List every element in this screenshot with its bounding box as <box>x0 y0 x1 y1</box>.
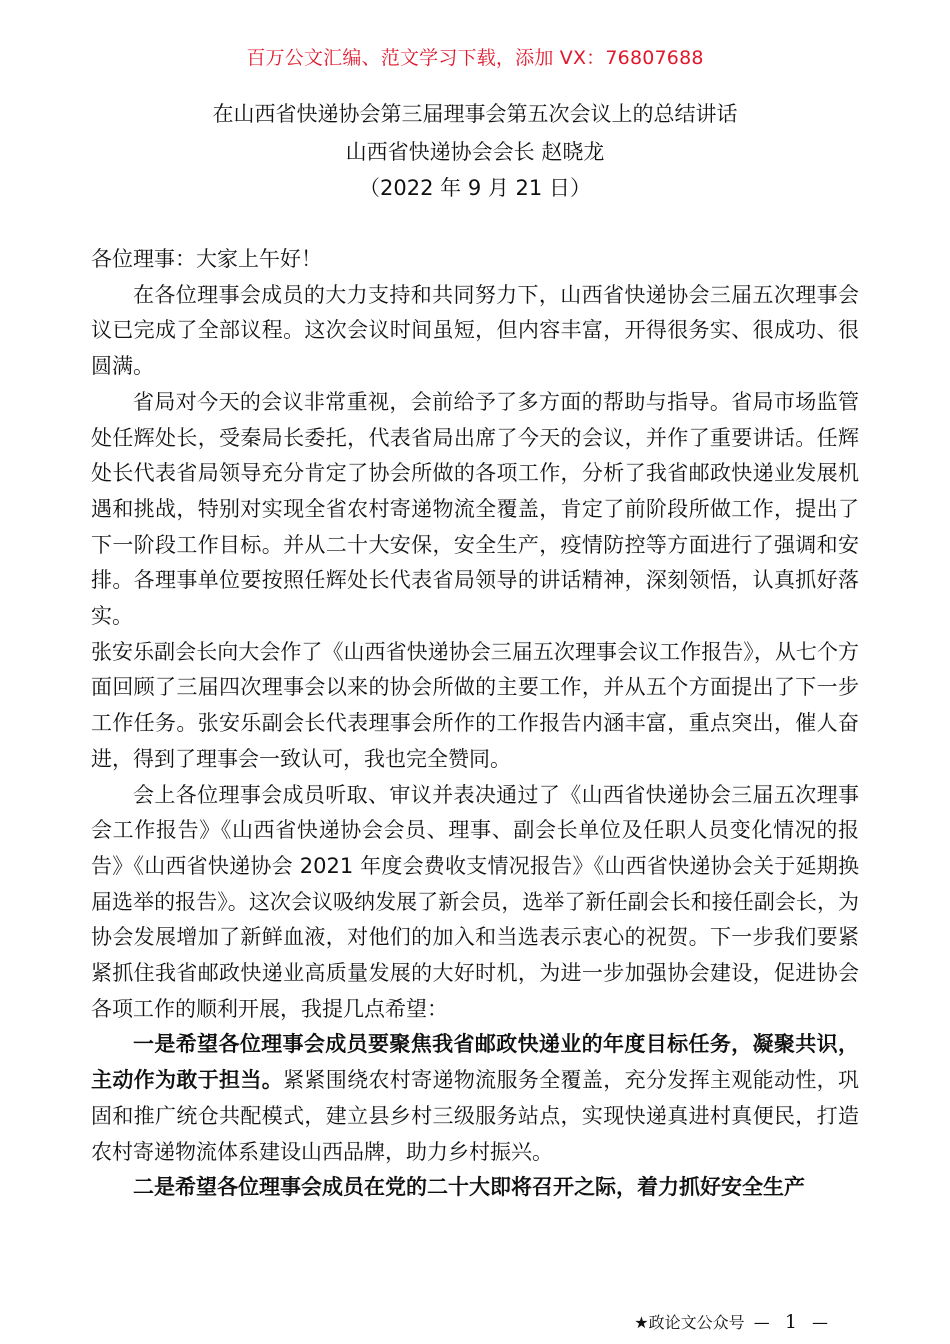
page-footer <box>634 1310 832 1335</box>
greeting: 各位理事：大家上午好！ <box>91 247 322 271</box>
paragraph-5 <box>91 1027 859 1170</box>
paragraph-3: 张安乐副会长向大会作了《山西省快递协会三届五次理事会议工作报告》，从七个方面回顾了三届四次理事会以来的协会所做的主要工作，并从五个方面提出了下一步工作任务。张安乐副会长代表理事会所作的工作报告内涵丰富，重点突出，催人奋进，得到了理事会一致认可，我也完全赞同。 <box>91 639 859 771</box>
paragraph-1: 在各位理事会成员的大力支持和共同努力下，山西省快递协会三届五次理事会议已完成了全部议程。这次会议时间虽短，但内容丰富，开得很务实、很成功、很圆满。 <box>91 282 859 379</box>
paragraph-2: 省局对今天的会议非常重视，会前给予了多方面的帮助与指导。省局市场监管处任辉处长，受秦局长委托，代表省局出席了今天的会议，并作了重要讲话。任辉处长代表省局领导充分肯定了协会所做的各项工作，分析了我省邮政快递业发展机遇和挑战，特别对实现全省农村寄递物流全覆盖，肯定了前阶段所做工作，提出了下一阶段工作目标。并从二十大安保，安全生产，疫情防控等方面进行了强调和安排。各理事单位要按照任辉处长代表省局领导的讲话精神，深刻领悟，认真抓好落实。 <box>91 389 859 629</box>
date-line: （2022 年 9 月 21 日） <box>359 176 591 200</box>
speaker-line: 山西省快递协会会长 赵晓龙 <box>345 140 605 164</box>
footer-source: ★政论文公众号 <box>634 1313 745 1332</box>
speech-body <box>91 242 859 1206</box>
footer-dash-right: — <box>812 1313 828 1332</box>
paragraph-6 <box>91 1170 859 1206</box>
paragraph-5-text: 紧紧围绕农村寄递物流服务全覆盖，充分发挥主观能动性，巩固和推广统仓共配模式，建立县乡村三级服务站点，实现快递真进村真便民，打造农村寄递物流体系建设山西品牌，助力乡村振兴。 <box>91 1068 860 1164</box>
footer-dash-left: — <box>753 1313 770 1332</box>
page-title: 在山西省快递协会第三届理事会第五次会议上的总结讲话 <box>212 102 738 126</box>
paragraph-4: 会上各位理事会成员听取、审议并表决通过了《山西省快递协会三届五次理事会工作报告》《山西省快递协会会员、理事、副会长单位及任职人员变化情况的报告》《山西省快递协会 2021 年度会费收支情况报告》《山西省快递协会关于延期换届选举的报告》。这次会议吸纳发展了新会员，选举了新任副会长和接任副会长，为协会发展增加了新鲜血液，对他们的加入和当选表示衷心的祝贺。下一步我们要紧紧抓住我省邮政快递业高质量发展的大好时机，为进一步加强协会建设，促进协会各项工作的顺利开展，我提几点希望： <box>91 782 859 1021</box>
page-number: 1 <box>784 1311 797 1333</box>
paragraph-6-lead: 二是希望各位理事会成员在党的二十大即将召开之际，着力抓好安全生产 <box>133 1175 805 1200</box>
promo-banner: 百万公文汇编、范文学习下载，添加 VX：76807688 <box>246 47 704 69</box>
paragraph-5-lead: 一是希望各位理事会成员要聚焦我省邮政快递业的年度目标任务，凝聚共识，主动作为敢于担当。 <box>91 1032 859 1093</box>
